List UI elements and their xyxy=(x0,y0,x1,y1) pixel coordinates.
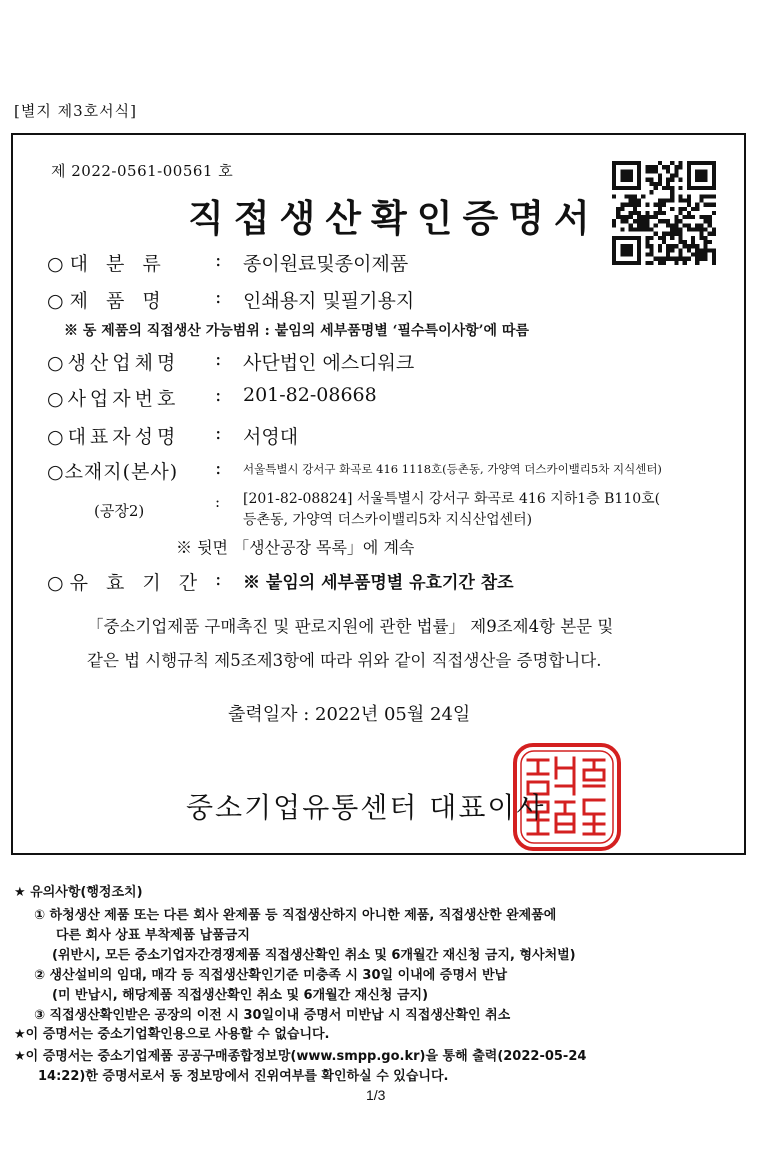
colon: : xyxy=(215,457,222,479)
notice-line: (위반시, 모든 중소기업자간경쟁제품 직접생산확인 취소 및 6개월간 재신청 금지, 형사처벌) xyxy=(52,948,576,963)
certificate-title: 직접생산확인증명서 xyxy=(188,196,600,240)
colon: : xyxy=(215,286,222,308)
scope-note: ※ 동 제품의 직접생산 가능범위 : 붙임의 세부품명별 ‘필수특이사항’에 따름 xyxy=(64,323,529,339)
notice-line: 다른 회사 상표 부착제품 납품금지 xyxy=(56,928,250,943)
page-number: 1/3 xyxy=(366,1087,386,1103)
colon: : xyxy=(215,568,222,590)
certificate-number: 제 2022-0561-00561 호 xyxy=(51,162,234,180)
notice-line: ★이 증명서는 중소기업제품 공공구매종합정보망(www.smpp.go.kr)을 통해 출력(2022-05-24 xyxy=(14,1049,587,1064)
colon: : xyxy=(215,422,222,444)
label-representative: ○대표자성명 xyxy=(47,426,180,448)
colon: : xyxy=(215,249,222,271)
notice-line: ★이 증명서는 중소기업확인용으로 사용할 수 없습니다. xyxy=(14,1027,330,1042)
colon: : xyxy=(215,384,222,406)
print-date: 출력일자 : 2022년 05월 24일 xyxy=(228,704,471,725)
label-business-number: ○사업자번호 xyxy=(47,388,180,410)
notice-line: ② 생산설비의 임대, 매각 등 직접생산확인기준 미충족 시 30일 이내에 증명서 반납 xyxy=(34,968,508,983)
legal-basis-line1: 「중소기업제품 구매촉진 및 판로지원에 관한 법률」 제9조제4항 본문 및 xyxy=(87,617,614,636)
value-product: 인쇄용지 및필기용지 xyxy=(243,290,415,312)
value-address: 서울특별시 강서구 화곡로 416 1118호(등촌동, 가양역 더스카이밸리5차 지식센터) xyxy=(243,462,662,476)
notice-line: 14:22)한 증명서로서 동 정보망에서 진위여부를 확인하실 수 있습니다. xyxy=(38,1069,449,1084)
label-factory: (공장2) xyxy=(94,502,145,520)
notice-line: (미 반납시, 해당제품 직접생산확인 취소 및 6개월간 재신청 금지) xyxy=(52,988,429,1003)
label-company: ○생산업체명 xyxy=(47,352,180,374)
legal-basis-line2: 같은 법 시행규칙 제5조제3항에 따라 위와 같이 직접생산을 증명합니다. xyxy=(87,651,602,670)
label-product: ○제 품 명 xyxy=(47,290,167,312)
value-validity: ※ 붙임의 세부품명별 유효기간 참조 xyxy=(243,573,514,593)
factory-address-line2: 등촌동, 가양역 더스카이밸리5차 지식산업센터) xyxy=(243,512,533,528)
label-validity: ○유 효 기 간 xyxy=(47,572,204,594)
form-number: [별지 제3호서식] xyxy=(14,102,137,120)
notice-header: ★ 유의사항(행정조치) xyxy=(14,885,143,900)
value-category: 종이원료및종이제품 xyxy=(243,253,409,275)
value-business-number: 201-82-08668 xyxy=(243,384,377,406)
value-representative: 서영대 xyxy=(243,426,299,448)
label-address: ○소재지(본사) xyxy=(47,461,179,483)
value-company: 사단법인 에스디워크 xyxy=(243,352,415,374)
notice-line: ③ 직접생산확인받은 공장의 이전 시 30일이내 증명서 미반납 시 직접생산확인 취소 xyxy=(34,1008,511,1023)
colon: : xyxy=(215,493,221,511)
factory-address-line1: [201-82-08824] 서울특별시 강서구 화곡로 416 지하1층 B110호( xyxy=(243,491,661,507)
label-category: ○대 분 류 xyxy=(47,253,167,275)
issuer-name: 중소기업유통센터 대표이사 xyxy=(186,791,546,824)
colon: : xyxy=(215,348,222,370)
back-page-note: ※ 뒷면 「생산공장 목록」에 계속 xyxy=(176,538,415,557)
notice-line: ① 하청생산 제품 또는 다른 회사 완제품 등 직접생산하지 아니한 제품, 직접생산한 완제품에 xyxy=(34,908,557,923)
qr-code-icon[interactable] xyxy=(612,161,716,265)
